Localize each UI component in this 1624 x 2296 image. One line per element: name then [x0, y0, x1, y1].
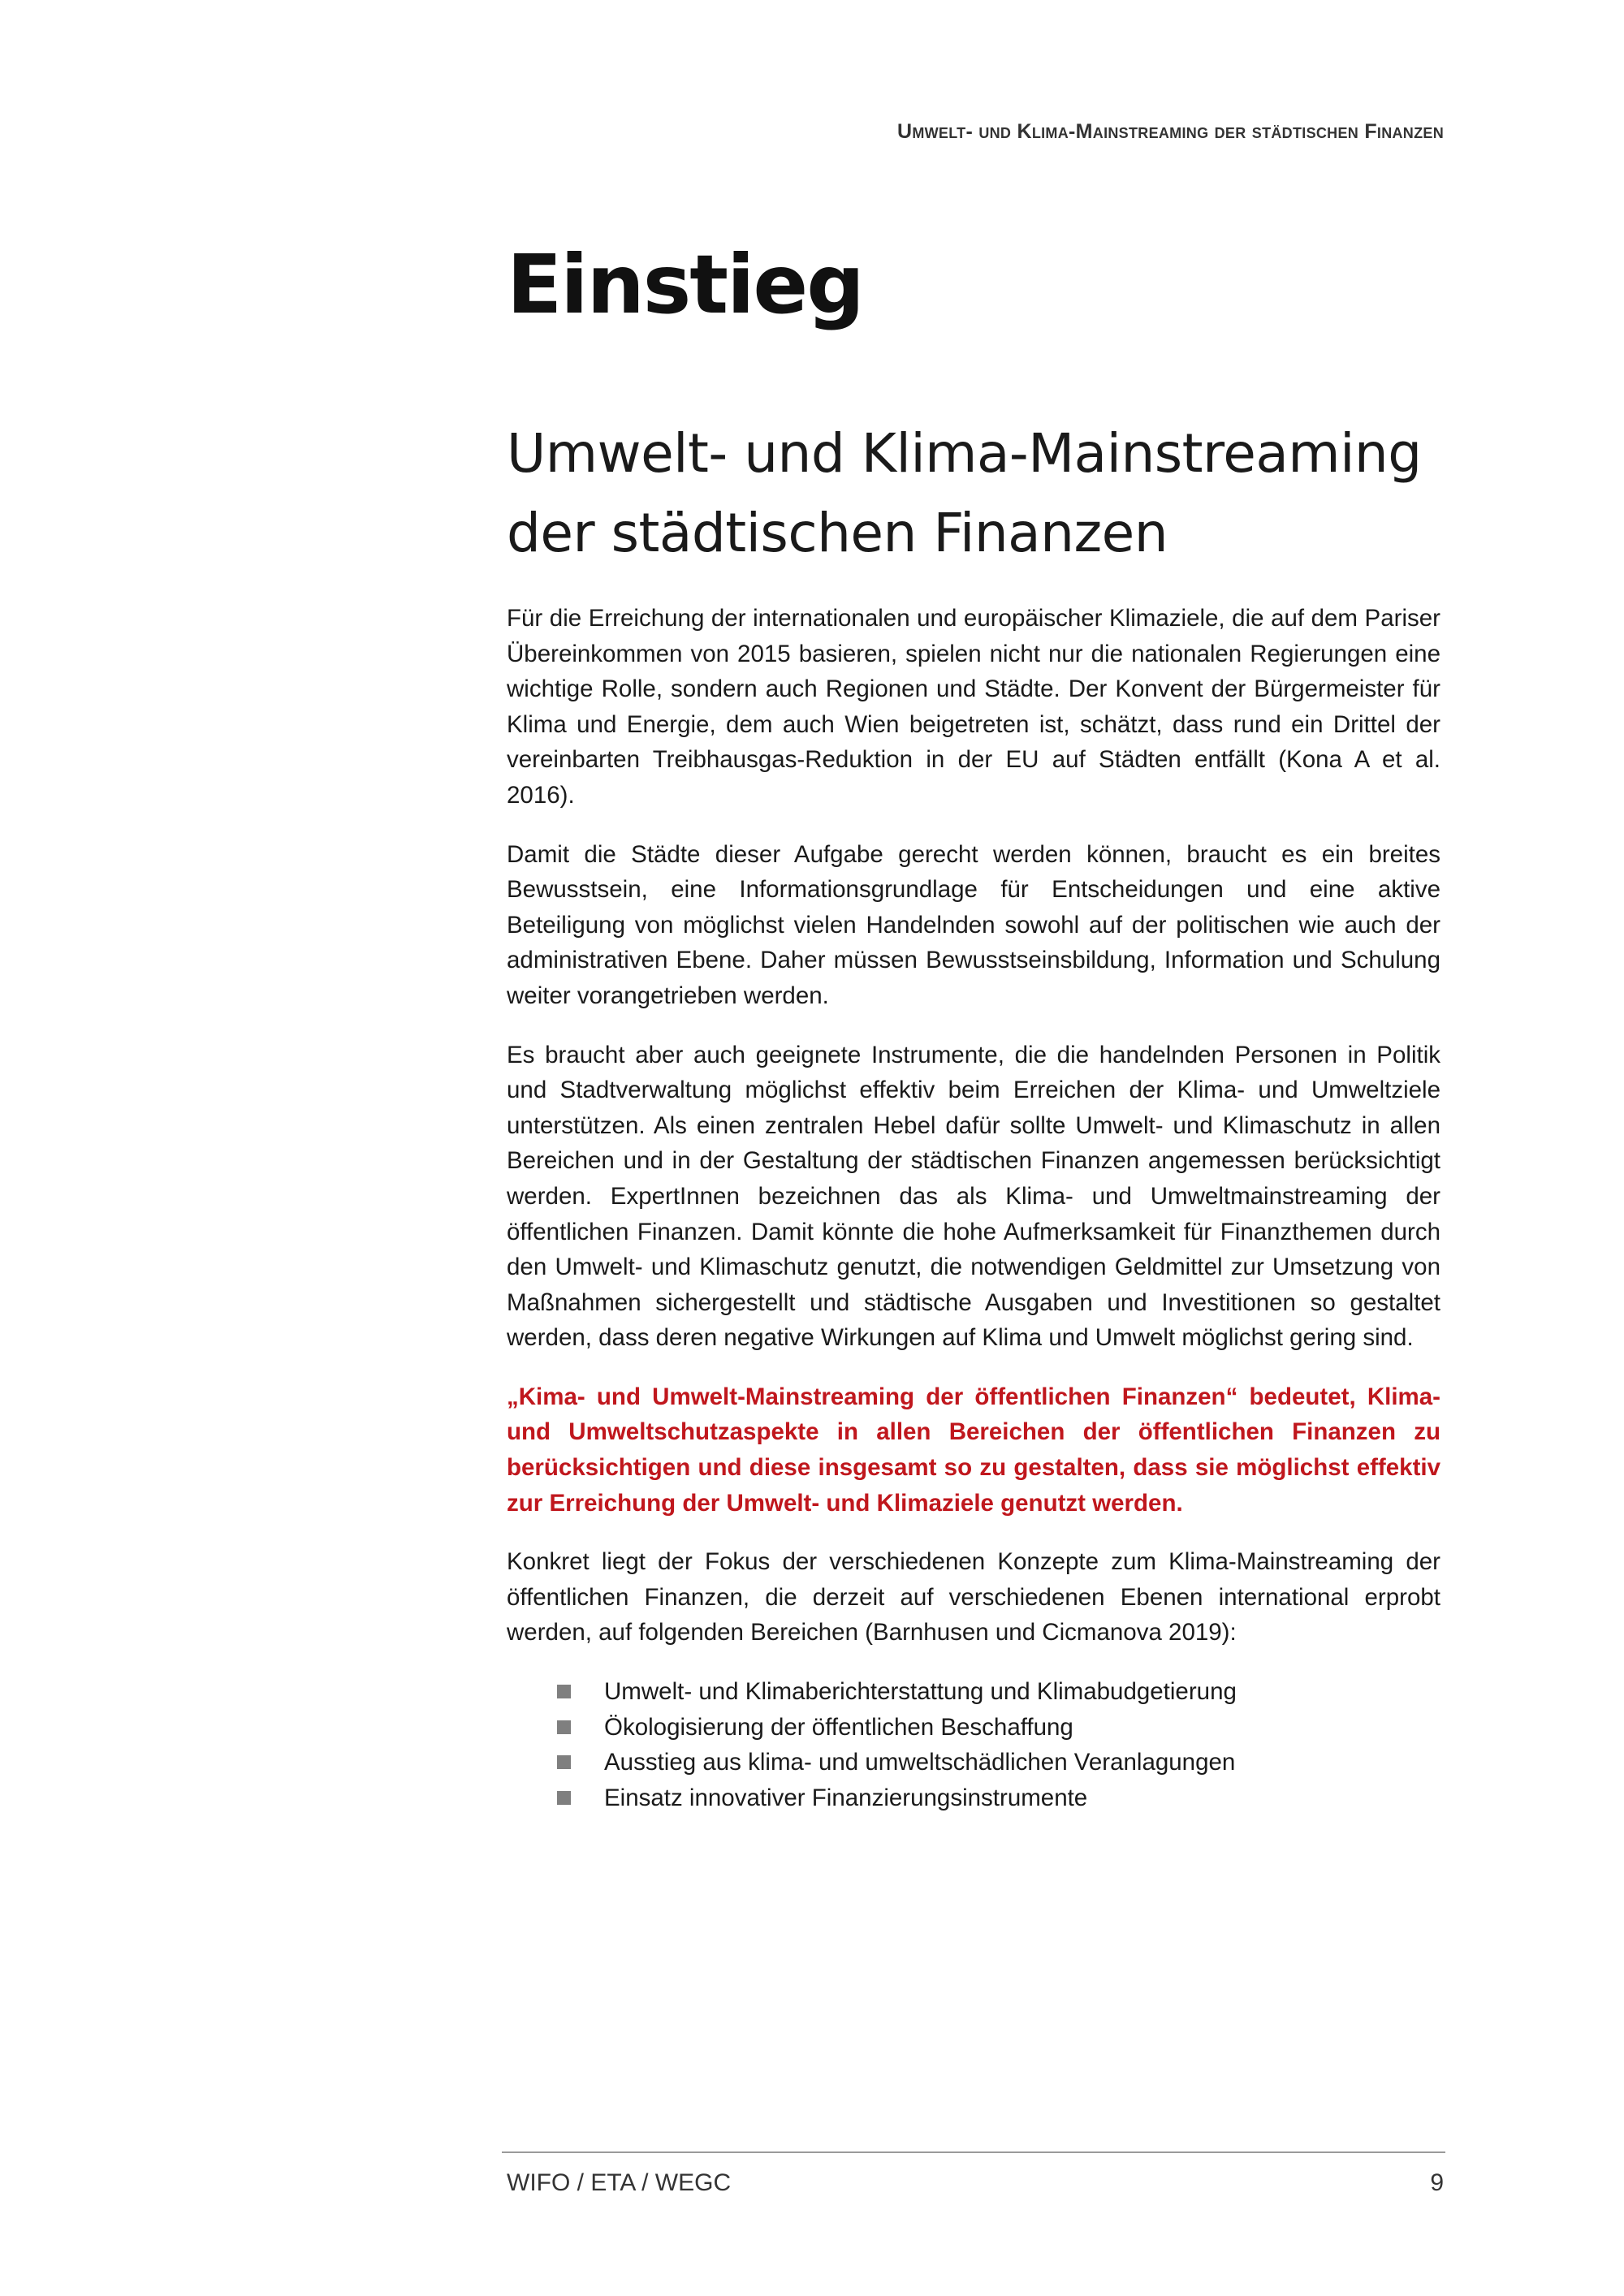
square-bullet-icon — [557, 1720, 571, 1734]
footer-divider — [502, 2151, 1445, 2153]
running-header: Umwelt- und Klima-Mainstreaming der städtischen Finanzen — [896, 120, 1444, 143]
list-item-text: Ausstieg aus klima- und umweltschädlichen Veranlagungen — [604, 1749, 1236, 1776]
list-item — [557, 1710, 1440, 1746]
list-item-text: Einsatz innovativer Finanzierungsinstrumente — [604, 1784, 1088, 1811]
list-item-text: Ökologisierung der öffentlichen Beschaffung — [604, 1713, 1073, 1741]
definition-highlight: „Kima- und Umwelt-Mainstreaming der öffentlichen Finanzen“ bedeutet, Klima- und Umweltschutzaspekte in allen Bereichen der öffentlichen Finanzen zu berücksichtigen und diese insgesamt so zu gestalten, dass sie möglichst effektiv zur Erreichung der Umwelt- und Klimaziele genutzt werden. — [507, 1383, 1440, 1517]
chapter-title: Einstieg — [507, 237, 863, 332]
page-number: 9 — [1430, 2169, 1444, 2196]
section-title-line1: Umwelt- und Klima-Mainstreaming — [507, 422, 1422, 485]
list-item — [557, 1674, 1440, 1710]
paragraph-awareness: Damit die Städte dieser Aufgabe gerecht werden können, braucht es ein breites Bewusstsein, eine Informationsgrundlage für Entscheidungen und eine aktive Beteiligung von möglichst vielen Handelnden sowohl auf der politischen wie auch der administrativen Ebene. Daher müssen Bewusstseinsbildung, Information und Schulung weiter vorangetrieben werden. — [507, 840, 1440, 1009]
paragraph-focus: Konkret liegt der Fokus der verschiedenen Konzepte zum Klima-Mainstreaming der öffentlichen Finanzen, die derzeit auf verschiedenen Ebenen international erprobt werden, auf folgenden Bereichen (Barnhusen und Cicmanova 2019): — [507, 1548, 1440, 1646]
list-item — [557, 1780, 1440, 1816]
square-bullet-icon — [557, 1685, 571, 1698]
section-title-line2: der städtischen Finanzen — [507, 502, 1168, 564]
square-bullet-icon — [557, 1755, 571, 1769]
square-bullet-icon — [557, 1791, 571, 1805]
focus-areas-list — [507, 1674, 1440, 1815]
list-item — [557, 1745, 1440, 1780]
paragraph-intro: Für die Erreichung der internationalen und europäischer Klimaziele, die auf dem Pariser Übereinkommen von 2015 basieren, spielen nicht nur die nationalen Regierungen eine wichtige Rolle, sondern auch Regionen und Städte. Der Konvent der Bürgermeister für Klima und Energie, dem auch Wien beigetreten ist, schätzt, dass rund ein Drittel der vereinbarten Treibhausgas-Reduktion in der EU auf Städten entfällt (Kona A et al. 2016). — [507, 605, 1440, 809]
paragraph-instruments: Es braucht aber auch geeignete Instrumente, die die handelnden Personen in Politik und Stadtverwaltung möglichst effektiv beim Erreichen der Klima- und Umweltziele unterstützen. Als einen zentralen Hebel dafür sollte Umwelt- und Klimaschutz in allen Bereichen und in der Gestaltung der städtischen Finanzen angemessen berücksichtigt werden. ExpertInnen bezeichnen das als Klima- und Umweltmainstreaming der öffentlichen Finanzen. Damit könnte die hohe Aufmerksamkeit für Finanzthemen durch den Umwelt- und Klimaschutz genutzt, die notwendigen Geldmittel zur Umsetzung von Maßnahmen sichergestellt und städtische Ausgaben und Investitionen so gestaltet werden, dass deren negative Wirkungen auf Klima und Umwelt möglichst gering sind. — [507, 1041, 1440, 1352]
section-title — [507, 414, 1481, 573]
list-item-text: Umwelt- und Klimaberichterstattung und Klimabudgetierung — [604, 1678, 1237, 1706]
body-text — [507, 601, 1440, 1815]
footer-institutions: WIFO / ETA / WEGC — [507, 2169, 732, 2196]
